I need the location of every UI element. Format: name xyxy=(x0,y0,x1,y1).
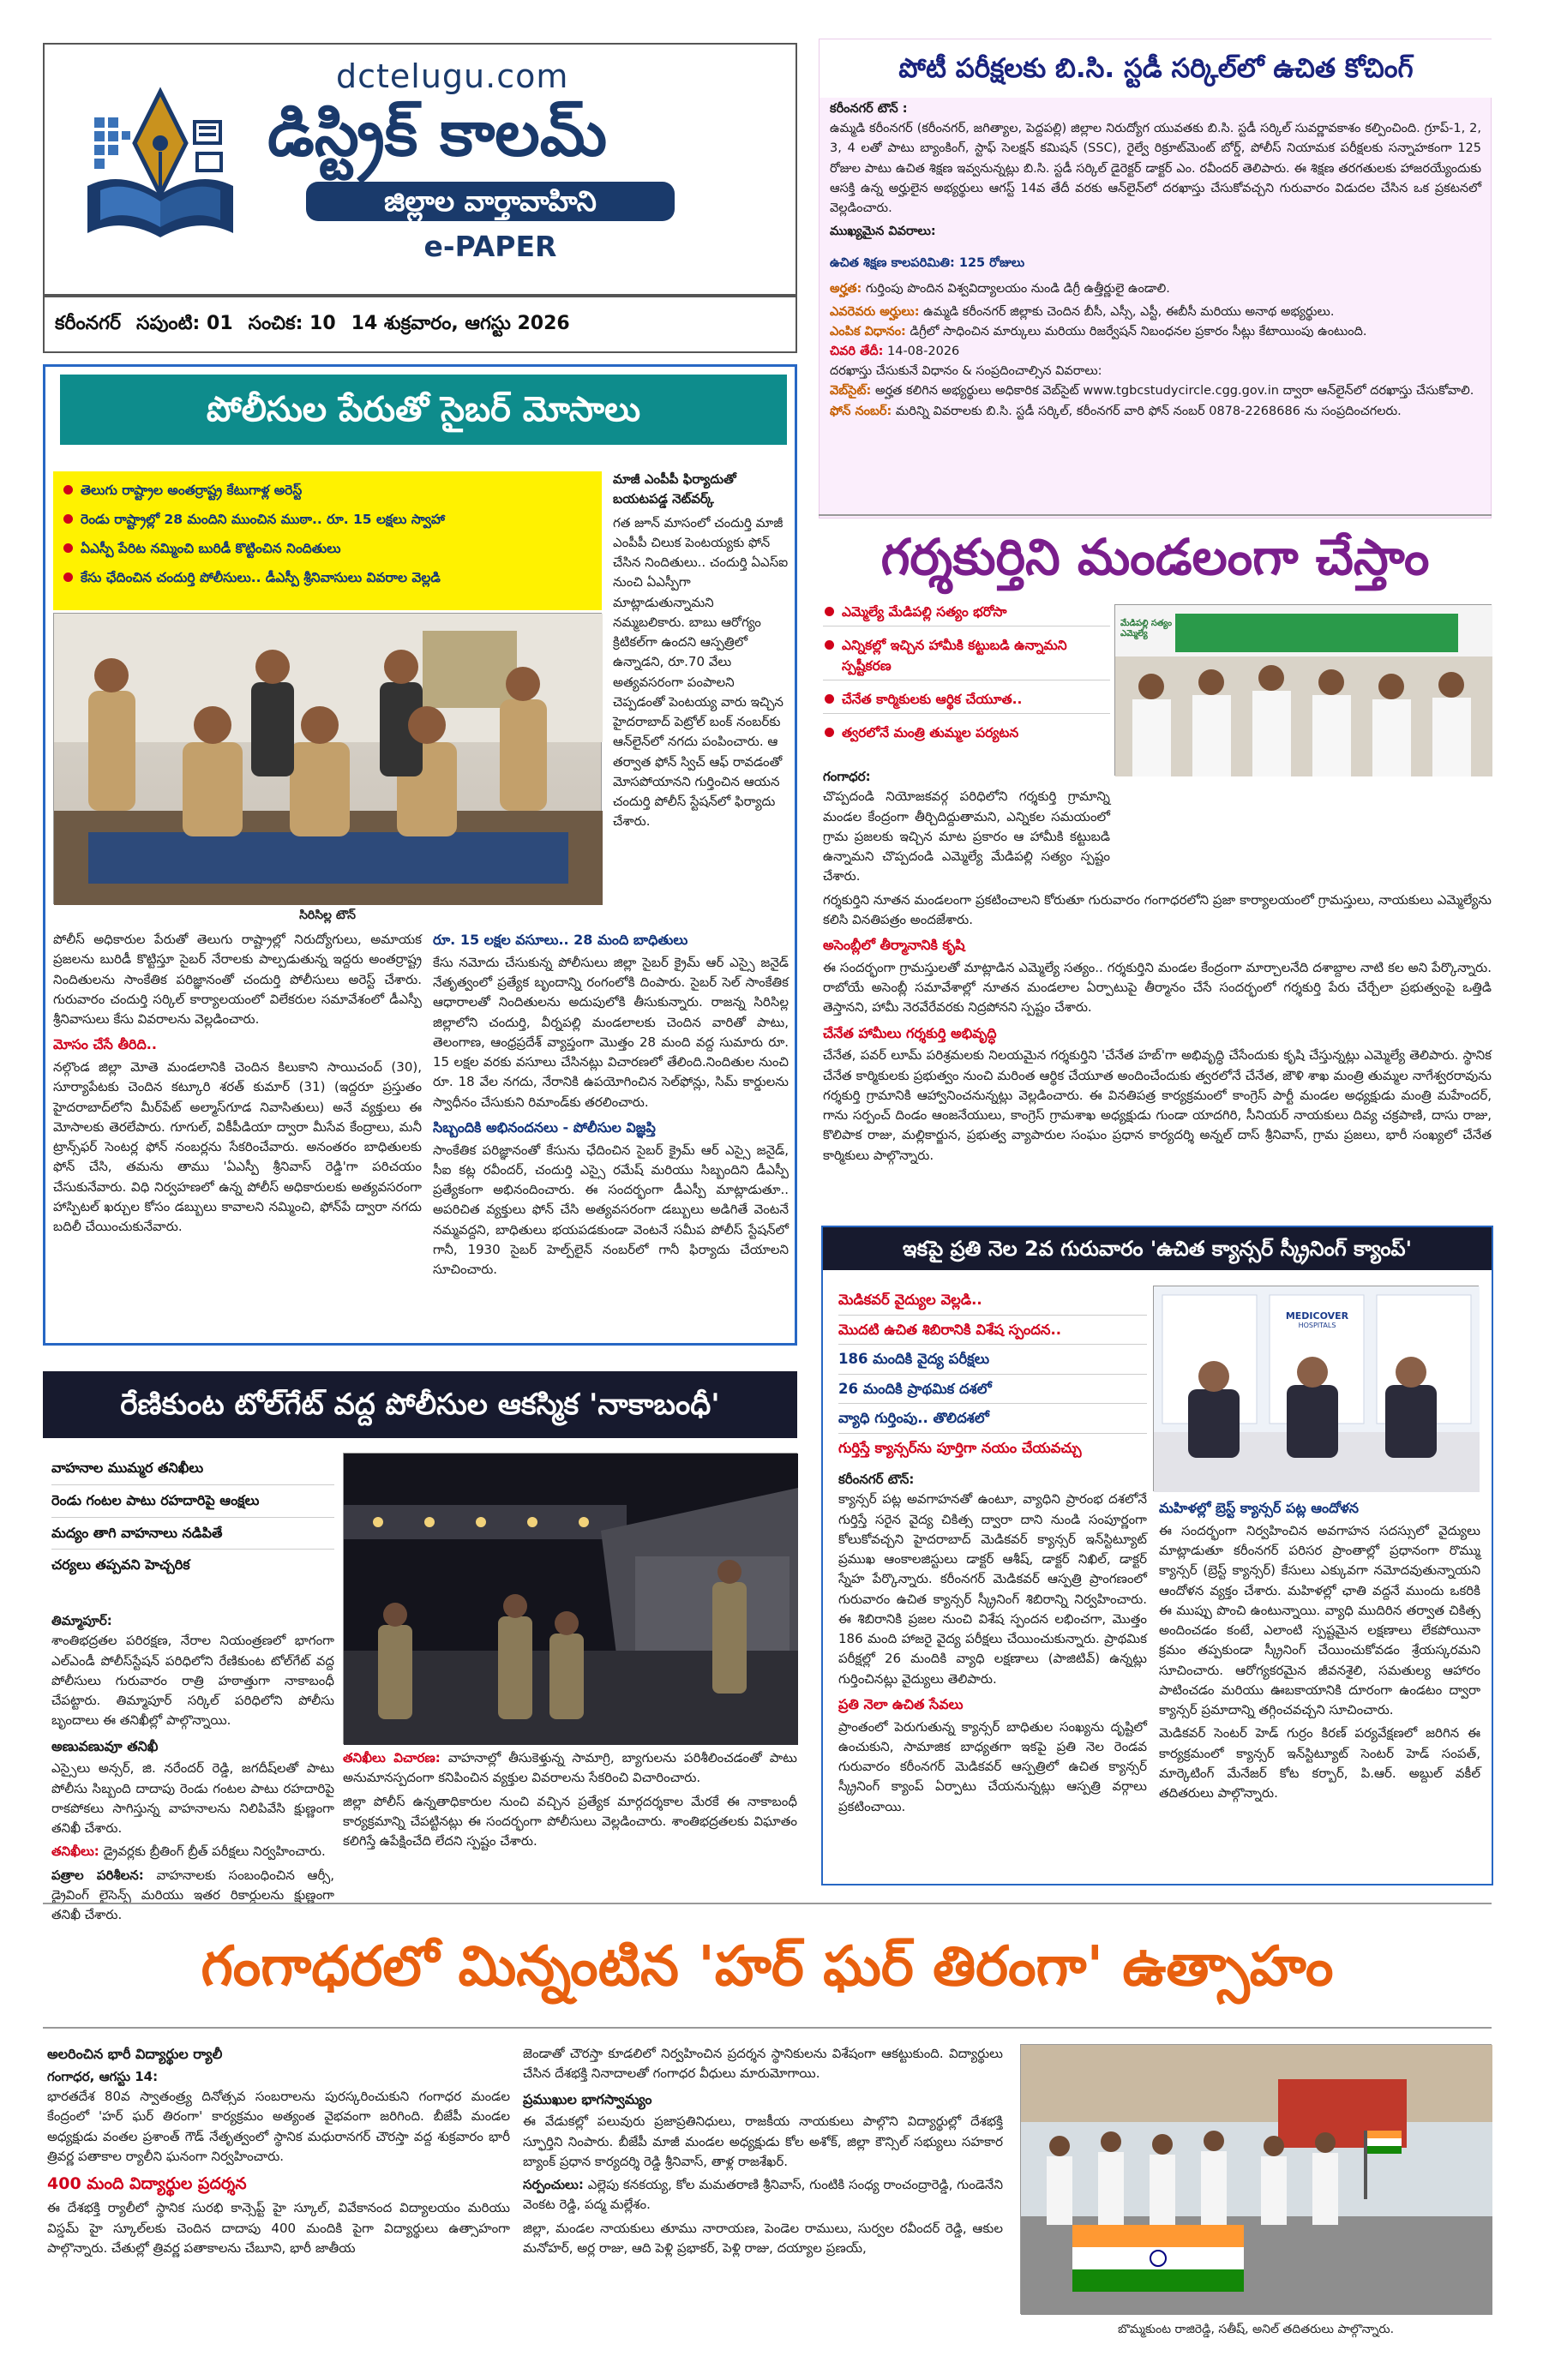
gangadhara-dateline: గంగాధర, ఆగస్టు 14: xyxy=(47,2068,159,2084)
renigunta-bullet: చర్యలు తప్పవని హెచ్చరిక xyxy=(51,1556,190,1574)
rule xyxy=(43,1903,1492,1904)
renigunta-body1: శాంతిభద్రతల పరిరక్షణ, నేరాల నియంత్రణలో భాగంగా ఎల్‌ఎండీ పోలీస్‌స్టేషన్ పరిధిలోని రేణికుంట టోల్‌గేట్ వద్ద పోలీసులు గురువారం రాత్రి హఠాత్తుగా నాకాబంధీ చేపట్టారు. తిమ్మాపూర్ సర్కిల్ పరిధిలోని పోలీసు బృందాలు ఈ తనిఖీల్లో పాల్గొన్నాయి. xyxy=(51,1633,334,1729)
cyber-bullets xyxy=(62,480,593,588)
cancer-body1: క్యాన్సర్ పట్ల అవగాహనతో ఉంటూ, వ్యాధిని ప్రారంభ దశలోనే గుర్తిస్తే సరైన వైద్య చికిత్స ద్వారా దాని నుండి సంపూర్ణంగా కోలుకోవచ్చని హైదరాబాద్ మెడికవర్ క్యాన్సర్ ఇన్‌స్టిట్యూట్ ప్రముఖ ఆంకాలజిస్టులు డాక్టర్ ఆశీష్, డాక్టర్ నిఖిల్, డాక్టర్ స్నేహ పేర్కొన్నారు. కరీంనగర్ మెడికవర్ ఆస్పత్రి ప్రాంగణంలో గురువారం ఉచిత క్యాన్సర్ స్క్రీనింగ్ శిబిరాన్ని నిర్వహించారు. ఈ శిబిరానికి ప్రజల నుంచి విశేష స్పందన లభించగా, మొత్తం 186 మంది హాజరై వైద్య పరీక్షలు చేయించుకున్నారు. ప్రాథమిక పరీక్షల్లో 26 మందికి వ్యాధి లక్షణాలు (పాజిటివ్) ఉన్నట్లు గుర్తించినట్లు వైద్యులు తెలిపారు. xyxy=(838,1491,1147,1687)
cancer-highlight: వ్యాధి గుర్తింపు.. తొలిదశలో xyxy=(838,1404,1147,1434)
renigunta-inquiry xyxy=(343,1748,797,1789)
checks-text: డ్రైవర్లకు బ్రీతింగ్ బ్రీత్ పరీక్షలు నిర్వహించారు. xyxy=(103,1843,326,1860)
docs-text: వాహనాలకు సంబంధించిన ఆర్సీ, డ్రైవింగ్ లైసెన్స్ మరియు ఇతర రికార్డులను క్షుణ్ణంగా తనిఖీ చేశారు. xyxy=(51,1867,334,1923)
garshakurthi-lead-column xyxy=(823,787,1110,886)
renigunta-docs xyxy=(51,1866,334,1926)
row-text: గుర్తింపు పొందిన విశ్వవిద్యాలయం నుండి డిగ్రీ ఉత్తీర్ణులై ఉండాలి. xyxy=(865,281,1170,296)
garshakurthi-headline: గర్శకుర్తిని మండలంగా చేస్తాం xyxy=(880,528,1430,586)
photo-banner-text: మేడిపల్లి సత్యం ఎమ్మెల్యే xyxy=(1120,619,1173,638)
dateline-volume: సపుంటి: 01 xyxy=(136,313,233,335)
police-photo-caption: సిరిసిల్ల టౌన్ xyxy=(299,908,356,922)
cyber-bullet: తెలుగు రాష్ట్రాల అంతర్రాష్ట్ర కేటుగాళ్ల అరెస్ట్ xyxy=(62,480,593,501)
study-circle-row-who xyxy=(830,303,1481,322)
cancer-breast-body: ఈ సందర్భంగా నిర్వహించిన అవగాహన సదస్సులో వైద్యులు మాట్లాడుతూ కరీంనగర్ పరిసర ప్రాంతాల్లో ప్రధానంగా రొమ్ము క్యాన్సర్ (బ్రెస్ట్ క్యాన్సర్) కేసులు ఎక్కువగా నమోదవుతున్నాయని ఆందోళన వ్యక్తం చేశారు. మహిళల్లో ఛాతి వద్దనే ముందు ఒకరికి ఈ ముప్పు పొంచి ఉంటున్నాయి. వ్యాధి ముదిరిన తర్వాత చికిత్స అందించడం కంటే, ఎలాంటి స్పష్టమైన లక్షణాలు లేకపోయినా క్రమం తప్పకుండా స్క్రీనింగ్ చేయించుకోవడం శ్రేయస్కరమని సూచించారు. ఆరోగ్యకరమైన జీవనశైలి, సమతుల్య ఆహారం పాటించడం మరియు ఊబకాయానికి దూరంగా ఉండటం ద్వారా క్యాన్సర్ ప్రమాదాన్ని తగ్గించవచ్చని సూచించారు. xyxy=(1159,1522,1480,1718)
row-label: చివరి తేదీ: xyxy=(830,345,884,359)
cancer-sub-breast: మహిళల్లో బ్రెస్ట్ క్యాన్సర్ పట్ల ఆందోళన xyxy=(1159,1500,1360,1516)
row-text: డిగ్రీలో సాధించిన మార్కులు మరియు రిజర్వేషన్ నిబంధనల ప్రకారం సీట్లు కేటాయింపు ఉంటుంది. xyxy=(910,324,1367,339)
study-circle-headline: పోటీ పరీక్షలకు బి.సి. స్టడీ సర్కిల్‌లో ఉచిత కోచింగ్ xyxy=(820,39,1492,98)
cyber-appeal-body: సాంకేతిక పరిజ్ఞానంతో కేసును ఛేదించిన సైబర్ క్రైమ్ ఆర్ ఎస్సై జనైడ్, సీఐ కట్ల రవీందర్, చందుర్తి ఎస్సై రమేష్ మరియు సిబ్బందిని డీఎస్పీ ప్రత్యేకంగా అభినందించారు. ఈ సందర్భంగా డీఎస్పీ మాట్లాడుతూ.. అపరిచిత వ్యక్తులు ఫోన్ చేసి అత్యవసరంగా డబ్బులు అడిగితే వెంటనే నమ్మవద్దని, బాధితులు భయపడకుండా వెంటనే సమీప పోలీస్ స్టేషన్‌లో గానీ, 1930 సైబర్ హెల్ప్‌లైన్ నంబర్‌లో గానీ ఫిర్యాదు చేయాలని సూచించారు. xyxy=(433,1142,789,1278)
garshakurthi-body xyxy=(823,767,1492,1230)
gangadhara-body1: భారతదేశ 80వ స్వాతంత్ర్య దినోత్సవ సంబరాలను పురస్కరించుకుని గంగాధర మండల కేంద్రంలో 'హర్ ఘర్ తిరంగా' కార్యక్రమం అత్యంత వైభవంగా జరిగింది. బీజేపీ మండల అధ్యక్షుడు వంతల ప్రశాంత్ గౌడ్ నేతృత్వంలో స్థానిక మధురానగర్ చౌరస్తా వద్ద శుక్రవారం భారీ త్రివర్ణ పతాకాల ర్యాలీని ఘనంగా నిర్వహించారు. xyxy=(47,2089,510,2164)
renigunta-dateline: తిమ్మాపూర్: xyxy=(51,1613,112,1628)
cyber-sub-amount: రూ. 15 లక్షల వసూలు.. 28 మంది బాధితులు xyxy=(433,932,688,948)
cyber-col-right xyxy=(433,930,789,1341)
cancer-press-photo xyxy=(1153,1286,1479,1491)
renigunta-body2: జిల్లా పోలీస్ ఉన్నతాధికారుల నుంచి వచ్చిన ప్రత్యేక మార్గదర్శకాల మేరకే ఈ నాకాబంధీ కార్యక్రమాన్ని చేపట్టినట్లు ఈ సందర్భంగా పోలీసులు వెల్లడించారు. శాంతిభద్రతలకు విఘాతం కలిగిస్తే ఉపేక్షించేది లేదని స్పష్టం చేశారు. xyxy=(343,1793,797,1849)
study-circle-body xyxy=(830,99,1481,518)
epaper-label: e-PAPER xyxy=(423,230,557,263)
garshakurthi-bullet: చేనేత కార్మికులకు ఆర్థిక చేయూత.. xyxy=(823,689,1110,714)
study-circle-article xyxy=(819,39,1492,519)
renigunta-sub-inspection: అణువణువూ తనిఖీ xyxy=(51,1737,159,1754)
garshakurthi-sub-assembly: అసెంబ్లీలో తీర్మానానికి కృషి xyxy=(823,937,965,953)
rule xyxy=(43,2027,1492,2029)
cyber-bullet-box xyxy=(53,471,602,610)
study-circle-details-heading: ముఖ్యమైన వివరాలు: xyxy=(830,225,936,239)
police-press-photo xyxy=(53,613,602,904)
medicover-brand: MEDICOVER xyxy=(1285,1310,1349,1322)
gangadhara-sub-dignitaries: ప్రముఖుల భాగస్వామ్యం xyxy=(523,2090,652,2107)
cancer-highlight: మొదటి ఉచిత శిబిరానికి విశేష స్పందన.. xyxy=(838,1316,1147,1346)
police-group-illustration xyxy=(54,614,603,905)
study-circle-row-selection xyxy=(830,322,1481,342)
dateline-place: కరీంనగర్ xyxy=(55,313,122,335)
renigunta-headline: రేణికుంట టోల్‌గేట్ వద్ద పోలీసుల ఆకస్మిక 'నాకాబంధీ' xyxy=(43,1371,797,1438)
renigunta-bullet: మద్యం తాగి వాహనాలు నడిపితే xyxy=(51,1518,334,1550)
tiranga-photo-caption: బొమ్మకుంట రాజిరెడ్డి, సతీష్, అనిల్ తదితరులు పాల్గొన్నారు. xyxy=(1117,2323,1395,2336)
tollgate-night-photo xyxy=(343,1453,797,1744)
row-text: ఉమ్మడి కరీంనగర్ జిల్లాకు చెందిన బీసీ, ఎస్సీ, ఎస్టీ, ఈబీసీ మరియు అనాథ అభ్యర్థులు. xyxy=(923,304,1335,319)
renigunta-inspection-body: ఎస్సైలు అన్సర్, జి. నరేందర్ రెడ్డి, జగదీష్‌లతో పాటు పోలీసు సిబ్బంది దాదాపు రెండు గంటల పాటు రహదారిపై రాకపోకలు సాగిస్తున్న వాహనాలను నిలిపివేసి క్షుణ్ణంగా తనిఖీ చేశారు. xyxy=(51,1760,334,1837)
cyber-bullet: ఏఎస్పీ పేరిట నమ్మించి బురిడీ కొట్టించిన నిందితులు xyxy=(62,538,593,559)
study-circle-paragraph: ఉమ్మడి కరీంనగర్ (కరీంనగర్, జగిత్యాల, పెద్దపల్లి) జిల్లాల నిరుద్యోగ యువతకు బి.సి. స్టడీ సర్కిల్ సువర్ణావకాశం కల్పించింది. గ్రూప్-1, 2, 3, 4 లతో పాటు బ్యాంకింగ్, స్టాఫ్ సెలక్షన్ కమిషన్ (SSC), రైల్వే రిక్రూట్‌మెంట్ బోర్డ్, పోలీస్ నియామక పరీక్షలకు సన్నాహకంగా 125 రోజుల పాటు ఉచిత శిక్షణ ఇవ్వనున్నట్లు బి.సి. స్టడీ సర్కిల్ డైరెక్టర్ డాక్టర్ ఎం. రవీందర్ తెలిపారు. ఈ శిక్షణ తరగతులకు హాజరయ్యేందుకు ఆసక్తి ఉన్న అర్హులైన అభ్యర్థులు ఆగస్ట్ 14వ తేదీ వరకు ఆన్‌లైన్‌లో దరఖాస్తు చేసుకోవచ్చని గురువారం విడుదల చేసిన ఒక ప్రకటనలో వెల్లడించారు. xyxy=(830,122,1481,215)
gangadhara-leaders: జిల్లా, మండల నాయకులు తూము నారాయణ, పెండెల రాములు, సుర్వల రవీందర్ రెడ్డి, ఆకుల మనోహర్, అర్ల రాజు, ఆది పెళ్లి ప్రభాకర్, పెళ్లి రాజు, దయ్యాల ప్రణయ్, xyxy=(523,2220,1003,2256)
cancer-headline: ఇకపై ప్రతి నెల 2వ గురువారం 'ఉచిత క్యాన్సర్ స్క్రీనింగ్ క్యాంప్' xyxy=(823,1227,1492,1270)
cyber-side-column xyxy=(613,470,789,924)
phone-text: మరిన్ని వివరాలకు బి.సి. స్టడీ సర్కిల్, కరీంనగర్ వారి ఫోన్ నంబర్ 0878-2268686 ను సంప్రదించగలరు. xyxy=(895,404,1402,418)
cancer-dateline: కరీంనగర్ టౌన్: xyxy=(838,1472,915,1487)
cyber-side-heading: మాజీ ఎంపీపీ ఫిర్యాదుతో బయటపడ్డ నెట్‌వర్క్ xyxy=(613,471,736,507)
cyber-amount-body: కేసు నమోదు చేసుకున్న పోలీసులు జిల్లా సైబర్ క్రైమ్ ఆర్ ఎస్సై జనైడ్ నేతృత్వంలో ప్రత్యేక బృందాన్ని రంగంలోకి దింపారు. సైబర్ సెల్ సాంకేతిక ఆధారాలతో నిందితులను అదుపులోకి తీసుకున్నారు. రాజన్న సిరిసిల్ల జిల్లాలోని చందుర్తి, వీర్నపల్లి మండలాలకు చెందిన వారితో పాటు, తెలంగాణ, ఆంధ్రప్రదేశ్ వ్యాప్తంగా మొత్తం 28 మంది వద్ద సుమారు రూ. 15 లక్షల వరకు వసూలు చేసినట్లు విచారణలో తేలింది.నిందితుల నుంచి రూ. 18 వేల నగదు, నేరానికి ఉపయోగించిన సెల్‌ఫోన్లు, సిమ్ కార్డులను స్వాధీనం చేసుకుని రిమాండ్‌కు తరలించారు. xyxy=(433,954,789,1110)
website-label: వెబ్‌సైట్: xyxy=(830,384,872,399)
dateline-issue: సంచిక: 10 xyxy=(248,313,336,335)
renigunta-bullets xyxy=(51,1453,334,1607)
garshakurthi-bullet: ఎన్నికల్లో ఇచ్చిన హామీకి కట్టుబడి ఉన్నామని స్పష్టీకరణ xyxy=(823,635,1110,680)
tiranga-rally-photo xyxy=(1020,2044,1492,2314)
cyber-col-left xyxy=(53,930,422,1341)
pen-book-logo-icon xyxy=(79,83,242,246)
renigunta-checks xyxy=(51,1842,334,1861)
gangadhara-dignitaries-body: ఈ వేడుకల్లో పలువురు ప్రజాప్రతినిధులు, రాజకీయ నాయకులు పాల్గొని విద్యార్థుల్లో దేశభక్తి స్ఫూర్తిని నింపారు. బీజేపీ మాజీ మండల అధ్యక్షుడు కోల అశోక్, జిల్లా కౌన్సిల్ సభ్యులు సహకార బ్యాంక్ ప్రధాన కార్యదర్శి రెడ్డి శ్రీనివాస్, తాళ్ల రాజశేఖర్. xyxy=(523,2113,1003,2169)
garshakurthi-body1: చొప్పదండి నియోజకవర్గ పరిధిలోని గర్శకుర్తి గ్రామాన్ని మండల కేంద్రంగా తీర్చిదిద్దుతామని, ఎన్నికల సమయంలో గ్రామ ప్రజలకు ఇచ్చిన మాట ప్రకారం ఆ హామీకి కట్టుబడి ఉన్నామని చొప్పదండి ఎమ్మెల్యే మేడిపల్లి సత్యం స్పష్టం చేశారు. xyxy=(823,788,1110,884)
cancer-sub-monthly: ప్రతి నెలా ఉచిత సేవలు xyxy=(838,1695,964,1712)
cancer-highlights xyxy=(838,1286,1147,1470)
study-circle-apply-heading: దరఖాస్తు చేసుకునే విధానం & సంప్రదించాల్సిన వివరాలు: xyxy=(830,364,1102,379)
garshakurthi-dateline: గంగాధర: xyxy=(823,769,871,784)
checks-label: తనిఖీలు: xyxy=(51,1843,99,1860)
renigunta-col-right xyxy=(343,1748,797,1877)
inquiry-label: తనిఖీలు విచారణ: xyxy=(343,1750,441,1766)
row-label: ఎంపిక విధానం: xyxy=(830,324,906,339)
garshakurthi-bullet: త్వరలోనే మంత్రి తుమ్మల పర్యటన xyxy=(823,722,1110,743)
garshakurthi-bullet-box xyxy=(823,602,1110,764)
rule xyxy=(819,514,1492,516)
row-label: ఎవరెవరు అర్హులు: xyxy=(830,304,920,319)
cancer-highlight: మెడికవర్ వైద్యుల వెల్లడి.. xyxy=(838,1286,1147,1316)
gangadhara-col1 xyxy=(47,2044,510,2353)
renigunta-bullet: రెండు గంటల పాటు రహదారిపై ఆంక్షలు xyxy=(51,1485,334,1518)
paper-title: డిస్ట్రిక్ కాలమ్ xyxy=(267,97,607,171)
cancer-body2: మెడికవర్ సెంటర్ హెడ్ గుర్రం కిరణ్ పర్యవేక్షణలో జరిగిన ఈ కార్యక్రమంలో క్యాన్సర్ ఇన్‌స్టిట్యూట్ సెంటర్ హెడ్ సంపత్, మార్కెటింగ్ మేనేజర్ కోట కర్బార్, పి.ఆర్. అబ్దుల్ వకీల్ తదితరులు పాల్గొన్నారు. xyxy=(1159,1725,1480,1801)
cyber-side-body: గత జూన్ మాసంలో చందుర్తి మాజీ ఎంపీపీ చిలుక పెంటయ్యకు ఫోన్ చేసిన నిందితులు.. చందుర్తి ఏఎస్ఐ నుంచి ఏఎస్పీగా మాట్లాడుతున్నామని నమ్మబలికారు. బాబు ఆరోగ్యం క్రిటికల్‌గా ఉందని ఆస్పత్రిలో ఉన్నాడని, రూ.70 వేలు అత్యవసరంగా పంపాలని చెప్పడంతో పెంటయ్య వారు ఇచ్చిన హైదరాబాద్ పెట్రోల్ బంక్ నంబర్‌కు ఆన్‌లైన్‌లో నగదు పంపించారు. ఆ తర్వాత ఫోన్ స్విచ్ ఆఫ్ రావడంతో మోసపోయానని గుర్తించిన ఆయన చందుర్తి పోలీస్ స్టేషన్‌లో ఫిర్యాదు చేశారు. xyxy=(613,514,789,830)
medicover-brand-sub: HOSPITALS xyxy=(1298,1322,1336,1329)
garshakurthi-bullet: ఎమ్మెల్యే మేడిపల్లి సత్యం భరోసా xyxy=(823,602,1110,626)
cancer-highlight: 26 మందికి ప్రాథమిక దశలో xyxy=(838,1375,1147,1405)
cancer-highlight: గుర్తిస్తే క్యాన్సర్‌ను పూర్తిగా నయం చేయవచ్చు xyxy=(838,1439,1082,1456)
docs-label: పత్రాల పరిశీలన: xyxy=(51,1867,144,1883)
gangadhara-sarpanches xyxy=(523,2175,1003,2215)
study-circle-website xyxy=(830,381,1481,401)
garshakurthi-bullets xyxy=(823,602,1110,743)
sarpanch-label: సర్పంచులు: xyxy=(523,2177,584,2193)
study-circle-row-lastdate xyxy=(830,342,1481,362)
renigunta-bullet: వాహనాల ముమ్మర తనిఖీలు xyxy=(51,1453,334,1485)
cyber-bullet: కేసు ఛేదించిన చందుర్తి పోలీసులు.. డీఎస్పీ శ్రీనివాసులు వివరాల వెల్లడి xyxy=(62,567,593,588)
dateline-bar xyxy=(43,296,797,353)
cancer-monthly-body: ప్రాంతంలో పెరుగుతున్న క్యాన్సర్ బాధితుల సంఖ్యను దృష్టిలో ఉంచుకుని, సామాజిక బాధ్యతగా ఇకపై ప్రతి నెల రెండవ గురువారం కరీంనగర్ మెడికవర్ ఆస్పత్రిలో ఉచిత క్యాన్సర్ స్క్రీనింగ్ క్యాంప్ ఏర్పాటు చేయనున్నట్లు ఆస్పత్రి వర్గాలు ప్రకటించాయి. xyxy=(838,1718,1147,1814)
garshakurthi-handloom-body: చేనేత, పవర్ లూమ్ పరిశ్రమలకు నిలయమైన గర్శకుర్తిని 'చేనేత హబ్'గా అభివృద్ధి చేసేందుకు కృషి చేస్తున్నట్లు ఎమ్మెల్యే తెలిపారు. స్థానిక చేనేత కార్మికులకు ప్రభుత్వం నుంచి మరింత ఆర్థిక చేయూత అందించేందుకు త్వరలోనే చేనేత, జౌళి శాఖ మంత్రి తుమ్మల నాగేశ్వరరావును గర్శకుర్తి గ్రామానికి ఆహ్వానించనున్నట్లు వెల్లడించారు. ఈ వినతిపత్ర కార్యక్రమంలో కాంగ్రెస్ పార్టీ మండల అధ్యక్షుడు మంత్రి మహేందర్, గాను సర్పంచ్ దిండం ఆంజనేయులు, కాంగ్రెస్ గ్రామశాఖ అధ్యక్షుడు గుండా యాదగిరి, సీనియర్ నాయకులు దివ్య చక్రపాణి, దాసు రాజు, కొలిపాక రాజు, మల్లికార్జున, ప్రభుత్వ వ్యాపారుల సంఘం ప్రధాన కార్యదర్శి అన్నల్ దాస్ శ్రీనివాస్, గ్రామ ప్రజలు, భారీ సంఖ్యలో చేనేత కార్మికులు పాల్గొన్నారు. xyxy=(823,1047,1492,1163)
sarpanch-text: ఎల్లెపు కనకయ్య, కోల మమతరాణి శ్రీనివాస్, గుంటికి సంధ్య రాంచంద్రారెడ్డి, గుండెనేని వెంకట రెడ్డి, పద్మ మల్లేశం. xyxy=(523,2177,1003,2213)
cyber-sub-method: మోసం చేసే తీరిది.. xyxy=(53,1036,157,1053)
masthead xyxy=(43,43,797,296)
gangadhara-students-body: ఈ దేశభక్తి ర్యాలీలో స్థానిక సురభి కాన్సెప్ట్ హై స్కూల్, వివేకానంద విద్యాలయం మరియు విస్డమ్ హై స్కూల్‌లకు చెందిన దాదాపు 400 మందికి పైగా విద్యార్థులు ఉత్సాహంగా పాల్గొన్నారు. చేతుల్లో త్రివర్ణ పతాకాలను చేబూని, భారీ జాతీయ xyxy=(47,2200,510,2256)
tiranga-rally-illustration xyxy=(1021,2045,1492,2315)
cyber-headline: పోలీసుల పేరుతో సైబర్ మోసాలు xyxy=(60,375,787,445)
study-circle-row-eligibility xyxy=(830,279,1481,299)
gangadhara-headline: గంగాధరలో మిన్నంటిన 'హర్ ఘర్ తిరంగా' ఉత్సాహం xyxy=(201,1935,1334,1999)
garshakurthi-body2: గర్శకుర్తిని నూతన మండలంగా ప్రకటించాలని కోరుతూ గురువారం గంగాధరలోని ప్రజా కార్యాలయంలో గ్రామస్తులు, నాయకులు ఎమ్మెల్యేను కలిసి వినతిపత్రం అందజేశారు. xyxy=(823,891,1492,927)
row-text: 14-08-2026 xyxy=(887,345,960,359)
garshakurthi-sub-handloom: చేనేత హామీలు గర్శకుర్తి అభివృద్ధి xyxy=(823,1024,997,1041)
garshakurthi-assembly-body: ఈ సందర్భంగా గ్రామస్తులతో మాట్లాడిన ఎమ్మెల్యే సత్యం.. గర్శకుర్తిని మండల కేంద్రంగా మార్చాలనేది దశాబ్దాల నాటి కల అని పేర్కొన్నారు. రాబోయే అసెంబ్లీ సమావేశాల్లో నూతన మండలాల ఏర్పాటుపై తీర్మానం చేసే సందర్భంలో గర్శకుర్తి పేరు చేర్చేలా ప్రభుత్వంపై ఒత్తిడి తెస్తానని, హామీ నెరవేరేవరకు నిద్రపోనని స్పష్టం చేశారు. xyxy=(823,959,1492,1016)
cancer-col-right xyxy=(1159,1498,1480,1884)
site-url: dctelugu.com xyxy=(336,57,569,95)
cyber-lead: పోలీస్ అధికారుల పేరుతో తెలుగు రాష్ట్రాల్లో నిరుద్యోగులు, అమాయక ప్రజలను బురిడీ కొట్టిస్తూ సైబర్ నేరాలకు పాల్పడుతున్న ఇద్దరు అంతర్రాష్ట్ర నిందితులను సాంకేతిక పరిజ్ఞానంతో చందుర్తి పోలీసులు అరెస్ట్ చేశారు. గురువారం చందుర్తి సర్కిల్ కార్యాలయంలో విలేకరుల సమావేశంలో డీఎస్పీ శ్రీనివాసులు కేసు వివరాలను వెల్లడించారు. xyxy=(53,932,422,1027)
row-label: అర్హత: xyxy=(830,281,862,296)
gangadhara-col2-body: జెండాతో చౌరస్తా కూడలిలో నిర్వహించిన ప్రదర్శన స్థానికులను విశేషంగా ఆకట్టుకుంది. విద్యార్థులు చేసిన దేశభక్తి నినాదాలతో గంగాధర వీధులు మారుమోగాయి. xyxy=(523,2046,1003,2082)
dateline-date: 14 శుక్రవారం, ఆగస్టు 2026 xyxy=(351,313,570,335)
inquiry-text: వాహనాల్లో తీసుకెళ్తున్న సామాగ్రి, బ్యాగులను పరిశీలించడంతో పాటు అనుమానస్పదంగా కనిపించిన వ్యక్తుల వివరాలను సేకరించి విచారించారు. xyxy=(343,1750,797,1786)
cyber-bullet: రెండు రాష్ట్రాల్లో 28 మందిని ముంచిన ముఠా.. రూ. 15 లక్షలు స్వాహా xyxy=(62,509,593,530)
cyber-sub-appeal: సిబ్బందికి అభినందనలు - పోలీసుల విజ్ఞప్తి xyxy=(433,1118,656,1136)
gangadhara-sub-rally: అలరించిన భారీ విద్యార్థుల ర్యాలీ xyxy=(47,2046,223,2062)
gangadhara-sub-students: 400 మంది విద్యార్థుల ప్రదర్శన xyxy=(47,2174,247,2194)
study-circle-duration: ఉచిత శిక్షణ కాలపరిమితి: 125 రోజులు xyxy=(830,256,1025,271)
cyber-method-body: నల్గొండ జిల్లా మోతె మండలానికి చెందిన కిలుకాని సాయిచంద్ (30), సూర్యాపేటకు చెందిన కట్కూరి శరత్ కుమార్ (31) (ఇద్దరూ ప్రస్తుతం హైదరాబాద్‌లోని మీర్‌పేట్ అల్మాస్‌గూడ నివాసితులు) అనే వ్యక్తులు ఈ మోసాలకు తెరలేపారు. గూగుల్, వికీపీడియా ద్వారా మీసేవ కేంద్రాలు, మనీ ట్రాన్స్‌ఫర్ సెంటర్ల ఫోన్ నంబర్లను సేకరించేవారు. అనంతరం బాధితులకు ఫోన్ చేసి, తమను తాము 'ఏఎస్పీ శ్రీనివాస్ రెడ్డి'గా పరిచయం చేసుకునేవారు. విధి నిర్వహణలో ఉన్న పోలీస్ అధికారులకు అత్యవసరంగా హాస్పిటల్ ఖర్చుల కోసం డబ్బులు కావాలని నమ్మించి, ఫోన్‌పే ద్వారా నగదు బదిలీ చేయించుకునేవారు. xyxy=(53,1059,422,1235)
renigunta-col-left xyxy=(51,1611,334,1923)
phone-label: ఫోన్ నంబర్: xyxy=(830,404,892,418)
cancer-highlight: 186 మందికి వైద్య పరీక్షలు xyxy=(838,1345,1147,1375)
paper-tagline: జిల్లాల వార్తావాహిని xyxy=(306,182,675,221)
gangadhara-col2 xyxy=(523,2044,1003,2353)
website-text: అర్హత కలిగిన అభ్యర్థులు అధికారిక వెబ్‌సైట్ www.tgbcstudycircle.cgg.gov.in ద్వారా ఆన్‌లైన్‌లో దరఖాస్తు చేసుకోవాలి. xyxy=(874,384,1474,399)
tollgate-night-illustration xyxy=(344,1454,798,1745)
garshakurthi-photo xyxy=(1114,604,1492,776)
study-circle-dateline: కరీంనగర్ టౌన్ : xyxy=(830,102,908,116)
study-circle-phone xyxy=(830,402,1481,422)
cancer-col-left xyxy=(838,1470,1147,1881)
